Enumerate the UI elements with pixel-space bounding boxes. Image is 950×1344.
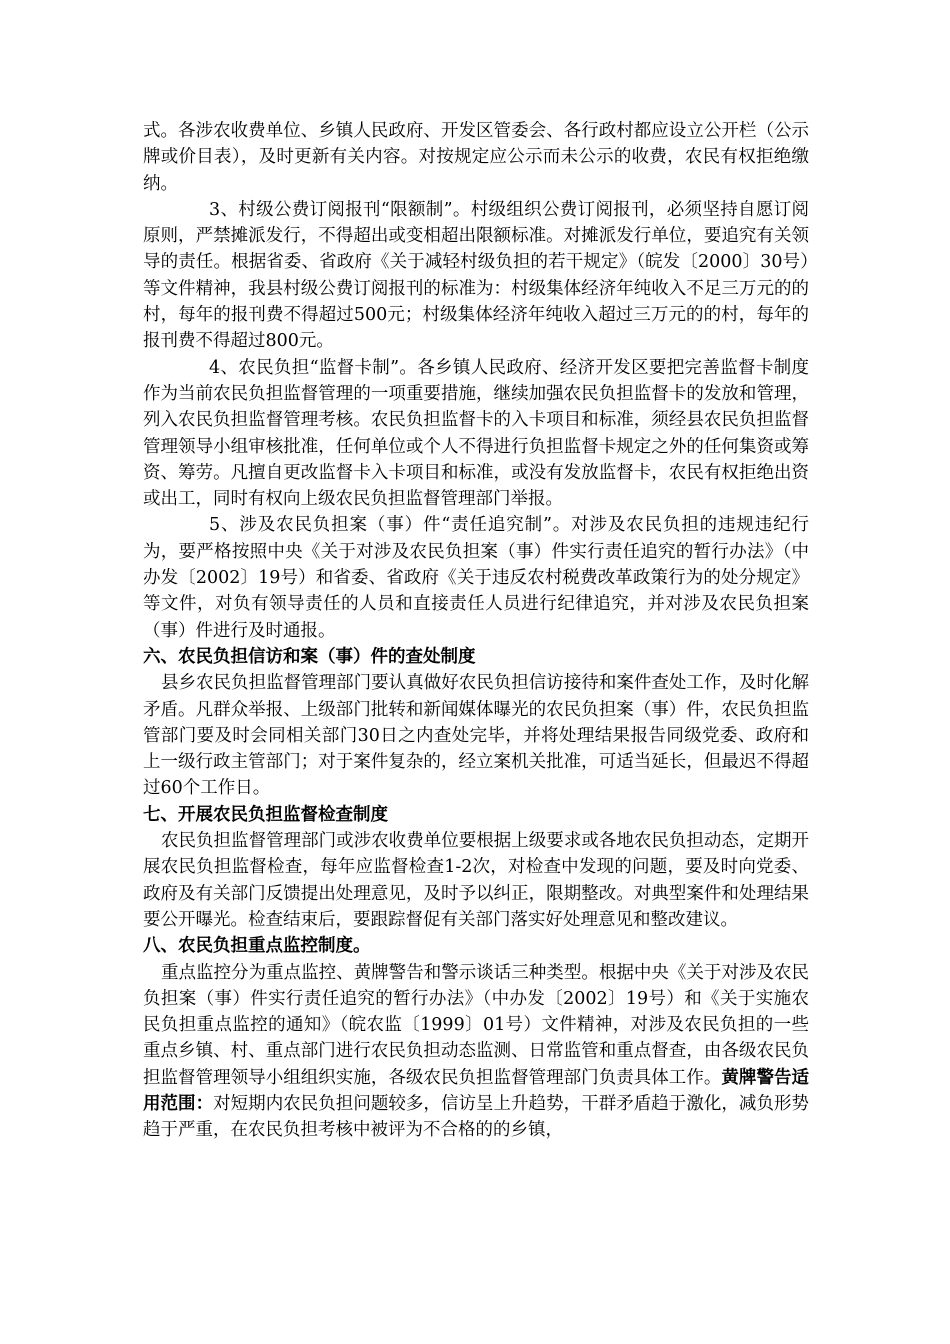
paragraph-5: 县乡农民负担监督管理部门要认真做好农民负担信访接待和案件查处工作，及时化解矛盾。凡群众举报、上级部门批转和新闻媒体曝光的农民负担案（事）件，农民负担监管部门要及时会同相关部门30日之内查处完毕，并将处理结果报告同级党委、政府和上一级行政主管部门；对于案件复杂的，经立案机关批准，可适当延长，但最迟不得超过60个工作日。 bbox=[143, 673, 809, 799]
paragraph-7-continuation: 对短期内农民负担问题较多，信访呈上升趋势，干群矛盾趋于激化，减负形势趋于严重，在农民负担考核中被评为不合格的的乡镇， bbox=[143, 1093, 809, 1141]
yellow-card-scope-label: 黄牌警告适用范围： bbox=[143, 1067, 809, 1114]
paragraph-3: 4、农民负担“监督卡制”。各乡镇人民政府、经济开发区要把完善监督卡制度作为当前农民负担监督管理的一项重要措施，继续加强农民负担监督卡的发放和管理，列入农民负担监督管理考核。农民负担监督卡的入卡项目和标准，须经县农民负担监督管理领导小组审核批准，任何单位或个人不得进行负担监督卡规定之外的任何集资或筹资、筹劳。凡擅自更改监督卡入卡项目和标准，或没有发放监督卡，农民有权拒绝出资或出工，同时有权向上级农民负担监督管理部门举报。 bbox=[143, 357, 809, 510]
heading-section-7: 七、开展农民负担监督检查制度 bbox=[143, 804, 388, 825]
paragraph-7 bbox=[143, 960, 809, 1144]
paragraph-6: 农民负担监督管理部门或涉农收费单位要根据上级要求或各地农民负担动态，定期开展农民负担监督检查，每年应监督检查1-2次，对检查中发现的问题，要及时向党委、政府及有关部门反馈提出处理意见，及时予以纠正，限期整改。对典型案件和处理结果要公开曝光。检查结束后，要跟踪督促有关部门落实好处理意见和整改建议。 bbox=[143, 831, 809, 930]
paragraph-2: 3、村级公费订阅报刊“限额制”。村级组织公费订阅报刊，必须坚持自愿订阅原则，严禁摊派发行，不得超出或变相超出限额标准。对摊派发行单位，要追究有关领导的责任。根据省委、省政府《关于减轻村级负担的若干规定》（皖发〔2000〕30号）等文件精神，我县村级公费订阅报刊的标准为：村级集体经济年纯收入不足三万元的的村，每年的报刊费不得超过500元；村级集体经济年纯收入超过三万元的的村，每年的报刊费不得超过800元。 bbox=[143, 199, 809, 352]
paragraph-1: 式。各涉农收费单位、乡镇人民政府、开发区管委会、各行政村都应设立公开栏（公示牌或价目表），及时更新有关内容。对按规定应公示而未公示的收费，农民有权拒绝缴纳。 bbox=[143, 121, 809, 194]
heading-section-8: 八、农民负担重点监控制度。 bbox=[143, 936, 371, 957]
heading-section-6: 六、农民负担信访和案（事）件的查处制度 bbox=[143, 646, 476, 667]
paragraph-4: 5、涉及农民负担案（事）件“责任追究制”。对涉及农民负担的违规违纪行为，要严格按照中央《关于对涉及农民负担案（事）件实行责任追究的暂行办法》（中办发〔2002〕19号）和省委、省政府《关于违反农村税费改革政策行为的处分规定》等文件，对负有领导责任的人员和直接责任人员进行纪律追究，并对涉及农民负担案（事）件进行及时通报。 bbox=[143, 515, 809, 641]
paragraph-7-text: 重点监控分为重点监控、黄牌警告和警示谈话三种类型。根据中央《关于对涉及农民负担案（事）件实行责任追究的暂行办法》（中办发〔2002〕19号）和《关于实施农民负担重点监控的通知》（皖农监〔1999〕01号）文件精神，对涉及农民负担的一些重点乡镇、村、重点部门进行农民负担动态监测、日常监管和重点督查，由各级农民负担监督管理领导小组组织实施，各级农民负担监督管理部门负责具体工作。 bbox=[143, 962, 809, 1088]
document-body bbox=[143, 118, 809, 1144]
